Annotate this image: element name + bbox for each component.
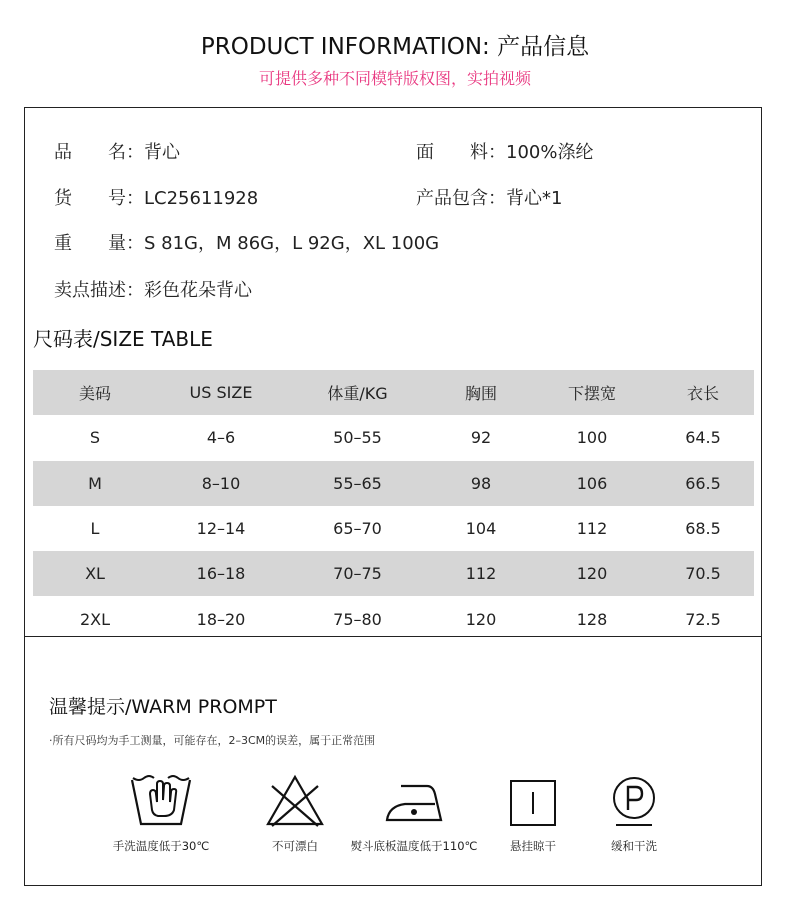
table-cell: 16–18 [196,564,246,584]
table-cell: 12–14 [196,519,246,539]
page-subtitle: 可提供多种不同模特版权图，实拍视频 [258,69,531,88]
table-cell: XL [85,564,105,584]
table-cell: 68.5 [685,519,721,539]
table-cell: M [88,473,102,493]
info-label: 卖点描述： [54,280,144,301]
table-cell: 100 [576,428,608,448]
warm-prompt-note: ·所有尺码均为手工测量，可能存在，2–3CM的误差，属于正常范围 [49,734,376,747]
care-item-hand-wash [91,772,231,854]
table-row [33,596,754,641]
dry-clean-p-icon [603,772,665,830]
table-cell: 75–80 [333,609,382,629]
no-bleach-icon [264,772,326,830]
info-label: 货 号： [54,188,144,209]
table-cell: 18–20 [196,609,246,629]
column-header: 体重/KG [327,384,388,404]
care-label: 悬挂晾干 [510,839,556,853]
table-cell: 112 [576,519,608,539]
size-table [33,370,754,642]
table-row [33,551,754,596]
table-cell: L [90,519,100,539]
info-name [54,138,180,164]
column-header: 胸围 [464,384,497,404]
info-value: LC25611928 [144,188,259,209]
table-cell: 72.5 [685,609,721,629]
warm-prompt-heading: 温馨提示/WARM PROMPT [49,696,277,718]
info-weight [54,229,439,255]
care-label: 手洗温度低于30℃ [112,839,210,853]
table-cell: 98 [470,473,492,493]
table-cell: 50–55 [333,428,382,448]
info-label: 品 名： [54,142,144,163]
info-selling-point [54,276,252,302]
table-cell: 120 [465,609,497,629]
table-cell: 4–6 [206,428,236,448]
table-cell: 120 [576,564,608,584]
table-cell: 55–65 [333,473,382,493]
table-cell: 70.5 [685,564,721,584]
table-cell: 92 [470,428,492,448]
table-cell: 65–70 [333,519,382,539]
info-package [416,184,562,210]
table-cell: 104 [465,519,497,539]
care-label: 缓和干洗 [611,839,657,853]
iron-icon [383,772,445,830]
column-header: 下摆宽 [567,384,616,404]
table-cell: 70–75 [333,564,382,584]
table-row [33,461,754,506]
table-row [33,506,754,551]
info-value: S 81G，M 86G，L 92G，XL 100G [144,233,440,254]
table-cell: 106 [576,473,608,493]
table-cell: 112 [465,564,497,584]
care-item-dry-clean [564,772,704,854]
info-label: 面 料： [416,142,506,163]
care-label: 不可漂白 [272,839,318,853]
info-fabric [416,138,593,164]
info-value: 100%涤纶 [506,142,594,163]
column-header: 美码 [78,384,111,404]
care-label: 熨斗底板温度低于110℃ [350,839,478,853]
column-header: US SIZE [189,383,253,403]
table-cell: 8–10 [201,473,241,493]
table-cell: 2XL [79,609,111,629]
line-dry-icon [502,772,564,830]
table-cell: 128 [576,609,608,629]
info-value: 背心 [144,142,180,163]
table-cell: 66.5 [685,473,721,493]
info-label: 重 量： [54,233,144,254]
table-header-row [33,370,754,415]
table-row [33,415,754,460]
info-value: 彩色花朵背心 [144,280,252,301]
info-label: 产品包含： [416,188,506,209]
page-title: PRODUCT INFORMATION: 产品信息 [200,34,590,60]
info-item-number [54,184,258,210]
size-table-heading: 尺码表/SIZE TABLE [33,327,213,351]
hand-wash-icon [130,772,192,830]
table-cell: S [89,428,101,448]
column-header: 衣长 [686,384,719,404]
info-value: 背心*1 [506,188,563,209]
table-cell: 64.5 [685,428,721,448]
